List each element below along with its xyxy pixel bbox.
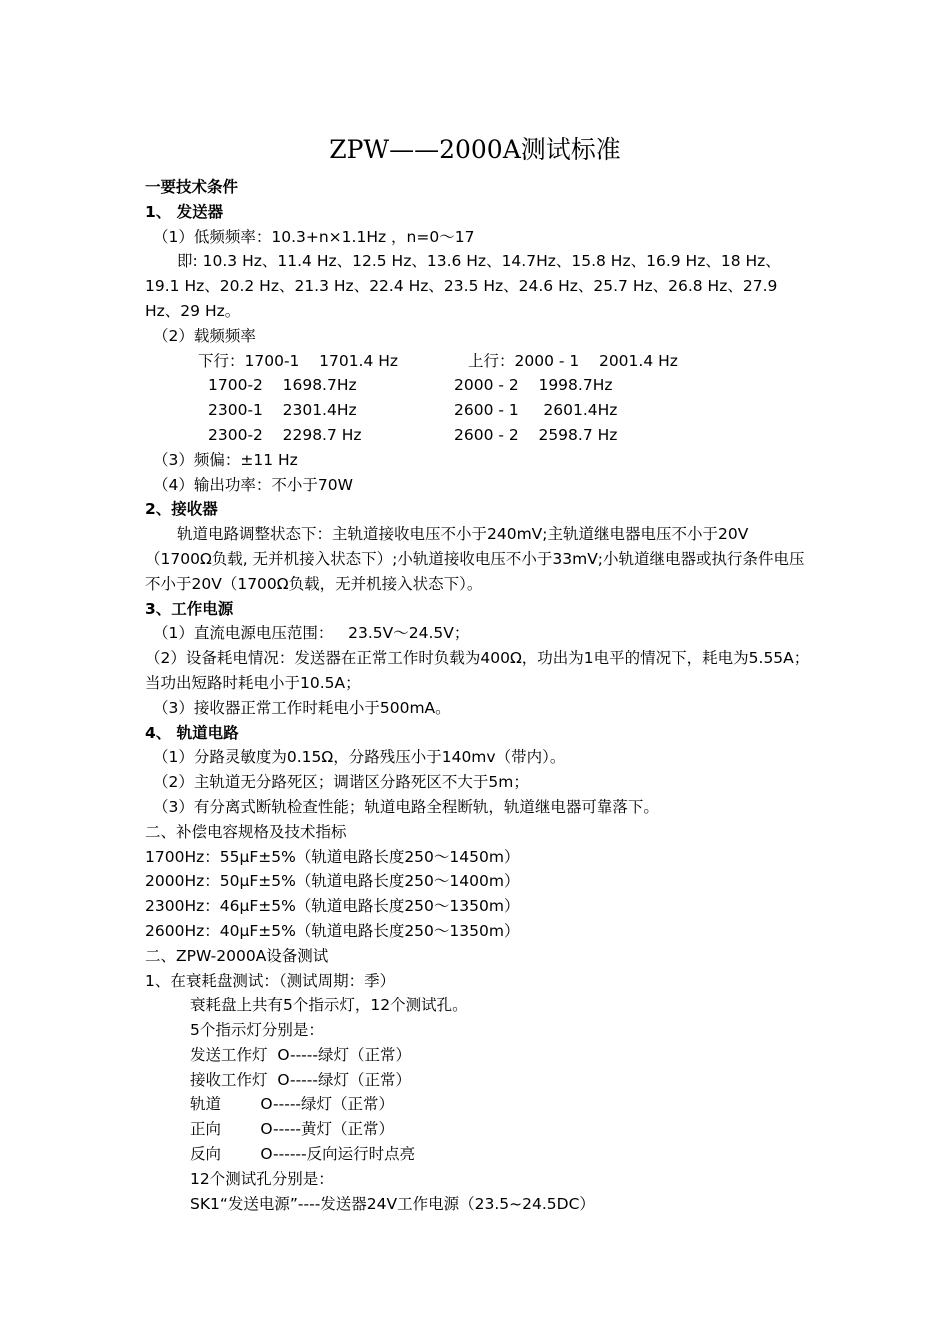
paragraph: 衰耗盘上共有5个指示灯，12个测试孔。: [190, 996, 468, 1015]
carrier-row: [145, 398, 815, 423]
paragraph: 1、在衰耗盘测试：（测试周期：季）: [145, 971, 396, 990]
paragraph: 2300Hz：46μF±5%（轨道电路长度250～1350m）: [145, 897, 520, 916]
section-heading: 一要技术条件: [145, 178, 239, 196]
lamp-item: 反向 O------反向运行时点亮: [190, 1145, 416, 1164]
test-hole-item: SK1“发送电源”----发送器24V工作电源（23.5~24.5DC）: [190, 1194, 595, 1213]
subsection-heading: 1、 发送器: [145, 202, 224, 221]
paragraph: （2）主轨道无分路死区；调谐区分路死区不大于5m；: [153, 773, 529, 792]
carrier-row: [145, 349, 815, 374]
carrier-cell: 1700-2 1698.7Hz: [208, 376, 357, 395]
paragraph: 2600Hz：40μF±5%（轨道电路长度250～1350m）: [145, 921, 520, 940]
subsection-heading: 3、工作电源: [145, 599, 234, 618]
paragraph: （3）频偏：±11 Hz: [153, 450, 298, 469]
paragraph: （4）输出功率：不小于70W: [153, 475, 353, 494]
paragraph: 即: 10.3 Hz、11.4 Hz、12.5 Hz、13.6 Hz、14.7Hz、15.8 Hz、16.9 Hz、18 Hz、19.1 Hz、20.2 Hz、21.3 Hz、22.4 Hz、23.5 Hz、24.6 Hz、25.7 Hz、26.8 Hz、27.9 Hz、29 Hz。: [145, 252, 781, 320]
lamp-item: 发送工作灯 O-----绿灯（正常）: [190, 1045, 411, 1064]
paragraph: （2）载频频率: [153, 326, 256, 345]
paragraph: （3）接收器正常工作时耗电小于500mA。: [153, 698, 451, 717]
section-heading: 二、补偿电容规格及技术指标: [145, 822, 347, 841]
carrier-cell: 2600 - 2 2598.7 Hz: [454, 425, 618, 444]
carrier-cell: 2300-1 2301.4Hz: [208, 401, 357, 420]
carrier-cell: 上行：2000 - 1 2001.4 Hz: [468, 351, 678, 370]
lamp-item: 轨道 O-----绿灯（正常）: [190, 1095, 395, 1114]
carrier-cell: 2300-2 2298.7 Hz: [208, 425, 362, 444]
lamp-item: 正向 O-----黄灯（正常）: [190, 1120, 395, 1139]
subsection-heading: 2、接收器: [145, 500, 218, 519]
carrier-cell: 2600 - 1 2601.4Hz: [454, 401, 618, 420]
section-heading: 二、ZPW-2000A设备测试: [145, 946, 329, 965]
paragraph: （3）有分离式断轨检查性能；轨道电路全程断轨，轨道继电器可靠落下。: [153, 797, 659, 816]
subsection-heading: 4、 轨道电路: [145, 723, 239, 742]
paragraph: （1）低频频率：10.3+n×1.1Hz ，n=0～17: [153, 227, 475, 246]
carrier-row: [145, 373, 815, 398]
paragraph: 5个指示灯分别是：: [190, 1021, 324, 1040]
page-title: ZPW——2000A测试标准: [329, 135, 621, 164]
paragraph: （1）分路灵敏度为0.15Ω，分路残压小于140mv（带内）。: [153, 748, 566, 767]
paragraph: （1）直流电源电压范围： 23.5V～24.5V；: [153, 624, 470, 643]
paragraph: 1700Hz：55μF±5%（轨道电路长度250～1450m）: [145, 847, 520, 866]
paragraph: 轨道电路调整状态下：主轨道接收电压不小于240mV;主轨道继电器电压不小于20V（1700Ω负载, 无并机接入状态下）;小轨道接收电压不小于33mV;小轨道继电器或执行条件电压不小于20V（1700Ω负载，无并机接入状态下）。: [145, 525, 805, 593]
document-body: [145, 175, 815, 1216]
paragraph: 12个测试孔分别是：: [190, 1169, 334, 1188]
carrier-row: [145, 423, 815, 448]
carrier-cell: 下行：1700-1 1701.4 Hz: [198, 351, 399, 370]
paragraph: （2）设备耗电情况：发送器在正常工作时负载为400Ω，功出为1电平的情况下，耗电为5.55A；当功出短路时耗电小于10.5A；: [145, 649, 810, 692]
carrier-cell: 2000 - 2 1998.7Hz: [454, 376, 613, 395]
lamp-item: 接收工作灯 O-----绿灯（正常）: [190, 1070, 411, 1089]
paragraph: 2000Hz：50μF±5%（轨道电路长度250～1400m）: [145, 872, 520, 891]
